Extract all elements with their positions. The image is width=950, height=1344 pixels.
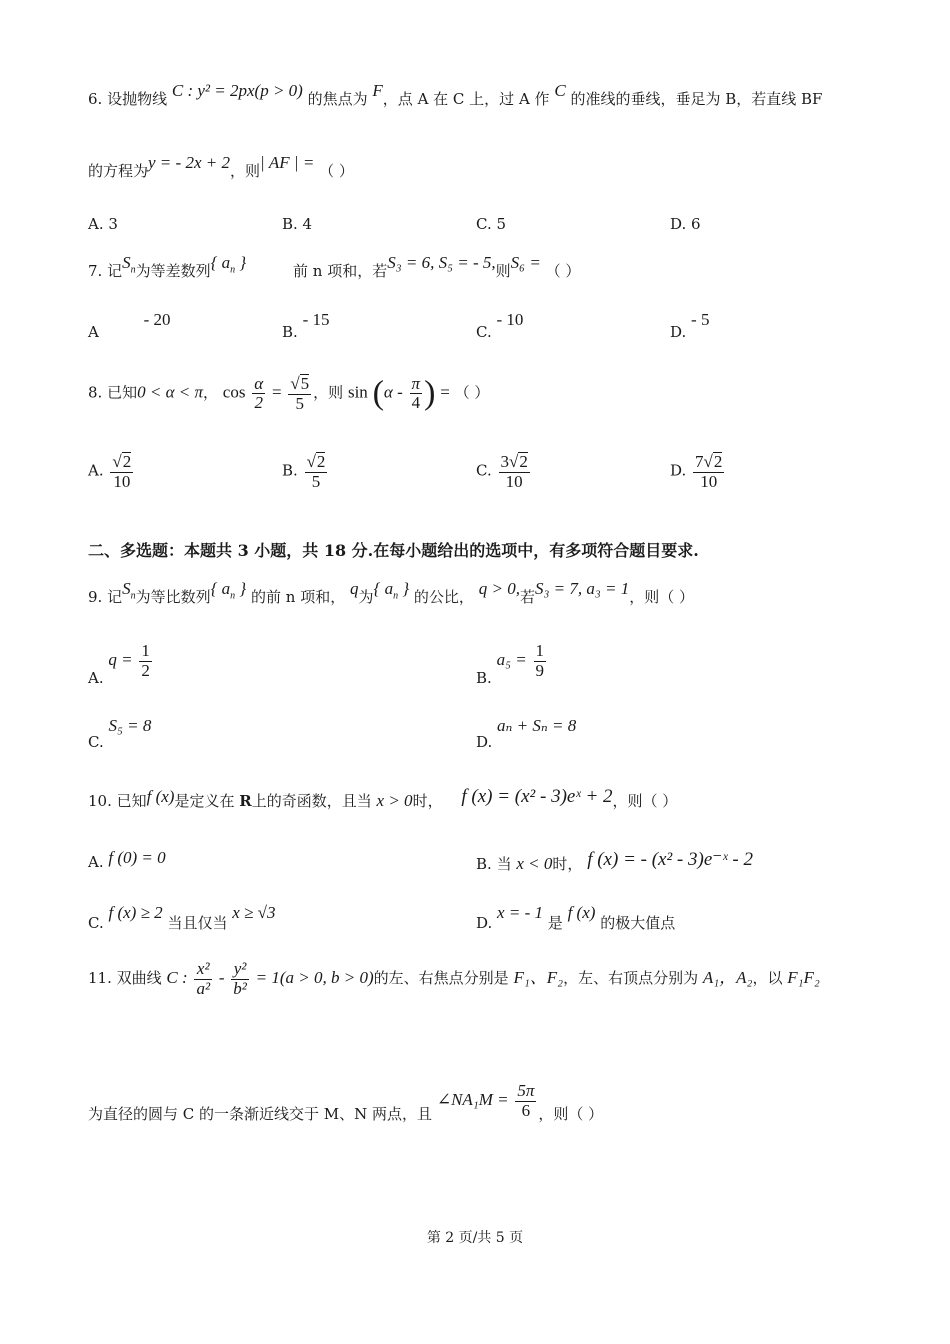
q6-text-a: 6. 设抛物线	[88, 90, 168, 108]
q10-option-c-text: 当且仅当	[167, 914, 228, 932]
q10-option-d-text-b: 的极大值点	[600, 914, 676, 932]
q10-option-d-fx: f (x)	[567, 903, 596, 922]
q10-option-d	[476, 902, 676, 932]
q10-option-b-text-b: 时，	[552, 855, 583, 873]
q6-option-a: A. 3	[88, 215, 118, 233]
q9-Sn: $S_n$	[122, 579, 136, 602]
q11-5pi-over-6: $\frac{5\pi}{6}$	[517, 1081, 535, 1120]
q10-option-a-expr: f (0) = 0	[108, 848, 166, 867]
q9-option-c-letter: C.	[88, 733, 104, 751]
q7-answer-paren: （ ）	[545, 262, 581, 280]
q9-option-b-letter: B.	[476, 669, 492, 688]
q10-option-d-lhs: x = - 1	[497, 903, 543, 922]
q10-option-d-letter: D.	[476, 914, 493, 932]
q10-option-d-text-a: 是	[547, 914, 563, 932]
q11-angle: ∠NA₁M =	[436, 1090, 509, 1110]
q8-comma: ，	[202, 383, 218, 402]
q8-option-c-frac: $\frac{3√2}{10}$	[500, 452, 528, 491]
q9-option-a-frac: $\frac{1}{2}$	[141, 641, 150, 680]
q7-an-set: { $a_n$ }	[210, 253, 247, 276]
q8-inner: α -	[383, 382, 403, 402]
q7-text-d: 则	[495, 262, 511, 280]
q6-answer-paren: （ ）	[319, 162, 354, 180]
q9-text-c: 的前 n 项和，	[251, 588, 346, 606]
q7-S6: S₆ =	[510, 253, 541, 272]
q7-option-a-letter: A	[88, 323, 99, 341]
q6-parabola-eq: C : y² = 2px(p > 0)	[171, 81, 303, 100]
q10-fx: f (x)	[146, 787, 175, 806]
q11-text-c: ，左、右顶点分别为	[563, 969, 699, 988]
q10-option-b-text-a: 当	[496, 855, 512, 873]
q8-equals: =	[271, 382, 282, 402]
q9-text-a: 9. 记	[88, 588, 123, 606]
q9-q: q	[350, 579, 359, 598]
q10-option-b-cond: x < 0	[516, 854, 553, 873]
q9-option-c-expr: S₅ = 8	[108, 716, 152, 735]
q8-half-alpha: $\frac{\alpha}{2}$	[254, 373, 264, 413]
q7-text-a: 7. 记	[88, 262, 123, 280]
q9-condition: S₃ = 7, a₃ = 1	[534, 579, 630, 598]
q7-option-b-value: - 15	[302, 310, 330, 329]
q7-option-d-letter: D.	[670, 323, 687, 341]
q7-Sn: $S_n$	[122, 253, 136, 276]
q8-option-c-letter: C.	[476, 461, 492, 480]
q10-option-b-expr: f (x) = - (x² - 3)e⁻ˣ - 2	[587, 849, 753, 870]
q6-line1	[88, 81, 823, 109]
q8-equals-2: =	[440, 382, 450, 402]
q9-text-b: 为等比数列	[135, 588, 211, 606]
q11-C: C :	[166, 968, 188, 988]
q9-option-c	[88, 716, 152, 751]
q10-text-a: 10. 已知	[88, 792, 147, 810]
q10-R: R	[239, 792, 252, 810]
section-multi-choice-heading: 二、多选题：本题共 3 小题，共 18 分.在每小题给出的选项中，有多项符合题目要求.	[88, 541, 699, 560]
q6-line2	[88, 153, 354, 181]
q8-cos: cos	[222, 382, 246, 402]
page-footer: 第 2 页/共 5 页	[426, 1230, 524, 1246]
q9-text-f: 若	[519, 588, 535, 606]
q8-option-d-frac: $\frac{7√2}{10}$	[695, 452, 723, 491]
q8-range: 0 < α < π	[137, 382, 203, 402]
q11-text-d: ，以	[752, 969, 783, 988]
q9-answer-paren: ，则（ ）	[629, 588, 695, 606]
q11-text-a: 11. 双曲线	[88, 969, 162, 988]
q8-option-a	[88, 452, 135, 491]
q11-text-b: 的左、右焦点分别是	[373, 969, 509, 988]
q10-text-d: 时，	[412, 792, 443, 810]
q8-option-b-frac: $\frac{√2}{5}$	[306, 452, 326, 491]
q8-option-c	[476, 452, 532, 491]
q8-option-d	[670, 452, 726, 491]
q9-option-a	[88, 632, 154, 688]
q10-text-c: 上的奇函数，且当	[251, 792, 372, 810]
q9-text-d: 为	[358, 588, 374, 606]
q6-AF: | AF | =	[259, 153, 315, 172]
q6-text-d: 的准线的垂线，垂足为 B，若直线 BF	[570, 90, 823, 108]
q11-F1F2: F₁F₂	[787, 968, 820, 988]
q11-y2-over-b2: $\frac{\text{y²}}{\text{b²}}$	[233, 959, 247, 998]
q7-text-b: 为等差数列	[135, 262, 211, 280]
q7-option-d-value: - 5	[691, 310, 710, 329]
q8-option-a-letter: A.	[88, 461, 104, 480]
q7-option-d	[670, 310, 710, 342]
q8-option-d-letter: D.	[670, 461, 687, 480]
q9-option-d-expr: aₙ + Sₙ = 8	[497, 716, 577, 735]
q7-option-a	[88, 310, 171, 342]
q8-option-b-letter: B.	[282, 461, 298, 480]
q7-line	[88, 253, 581, 283]
q7-option-b	[282, 310, 330, 342]
q9-q-positive: q > 0,	[478, 579, 520, 598]
q8-sin: sin	[347, 382, 368, 402]
q6-text-b: 的焦点为	[307, 90, 368, 108]
q8-text-c: ，则	[313, 383, 344, 402]
q6-text-c: ，点 A 在 C 上，过 A 作	[382, 90, 550, 108]
q7-option-c-value: - 10	[496, 310, 524, 329]
q9-option-a-letter: A.	[88, 669, 104, 688]
q10-option-c-rhs: x ≥ √3	[232, 903, 276, 922]
q9-option-b-frac: $\frac{1}{9}$	[535, 641, 544, 680]
q9-an-set-2: { $a_n$ }	[373, 579, 410, 602]
q7-option-c-letter: C.	[476, 323, 492, 341]
q10-line	[88, 786, 678, 812]
q11-line2	[88, 1070, 604, 1124]
q11-line1	[88, 960, 820, 998]
q6-focus-F: F	[372, 81, 383, 100]
q11-x2-over-a2: $\frac{\text{x²}}{\text{a²}}$	[196, 959, 211, 998]
q10-option-c-lhs: f (x) ≥ 2	[108, 903, 163, 922]
q8-pi-over-4: $\frac{\pi}{4}$	[411, 373, 421, 413]
q6-option-c: C. 5	[476, 215, 507, 233]
q8-line: 8. 已知0 < α < π， cos $\frac{\alpha}{2}$ = $\frac{√5}{5}$ ，则 sin (α - $\frac{\pi}{4}$ ) = （ ）	[88, 373, 490, 413]
q7-text-c: 前 n 项和，若	[293, 262, 388, 280]
q8-option-b	[282, 452, 329, 491]
q6-option-b: B. 4	[282, 215, 313, 233]
q11-hyperbola-rest: = 1(a > 0, b > 0)	[255, 968, 374, 988]
q7-condition: S₃ = 6, S₅ = - 5,	[387, 253, 496, 272]
q11-vertices: A₁，A₂	[702, 968, 753, 988]
q10-option-a	[88, 848, 166, 871]
q11-foci: F₁、F₂	[513, 968, 564, 988]
q10-option-c-letter: C.	[88, 914, 104, 932]
q6-curve-C: C	[554, 81, 566, 100]
q8-option-a-frac: $\frac{√2}{10}$	[112, 452, 132, 491]
q8-sqrt5-over-5: $\frac{√5}{5}$	[290, 374, 310, 413]
q6-text-f: ，则	[229, 162, 260, 180]
q10-function-expr: f (x) = (x² - 3)eˣ + 2	[461, 786, 613, 807]
q6-text-e: 的方程为	[88, 162, 149, 180]
q6-line-eq: y = - 2x + 2	[148, 153, 230, 172]
q11-answer-paren: ，则（ ）	[538, 1105, 604, 1124]
q9-option-b	[476, 632, 548, 688]
q9-option-b-lhs: a₅ =	[496, 650, 527, 670]
q11-minus: -	[218, 968, 225, 988]
q7-option-b-letter: B.	[282, 323, 298, 341]
q9-option-d-letter: D.	[476, 733, 493, 751]
q10-option-c	[88, 902, 276, 932]
q9-line	[88, 579, 695, 609]
q9-text-e: 的公比，	[413, 588, 474, 606]
q8-text-a: 8. 已知	[88, 383, 138, 402]
q10-option-a-letter: A.	[88, 853, 104, 871]
q10-text-b: 是定义在	[174, 792, 235, 810]
q10-answer-paren: ，则（ ）	[612, 792, 678, 810]
q10-condition: x > 0	[376, 791, 413, 810]
q7-option-c	[476, 310, 524, 342]
q10-option-b-letter: B.	[476, 855, 492, 873]
q6-option-d: D. 6	[670, 215, 701, 233]
q8-answer-paren: （ ）	[454, 383, 490, 402]
q7-option-a-value: - 20	[143, 310, 171, 329]
q10-option-b	[476, 848, 753, 871]
q9-option-d	[476, 716, 577, 751]
q11-text-e: 为直径的圆与 C 的一条渐近线交于 M、N 两点，且	[88, 1105, 433, 1124]
q9-an-set: { $a_n$ }	[210, 579, 247, 602]
q9-option-a-lhs: q =	[108, 650, 133, 670]
